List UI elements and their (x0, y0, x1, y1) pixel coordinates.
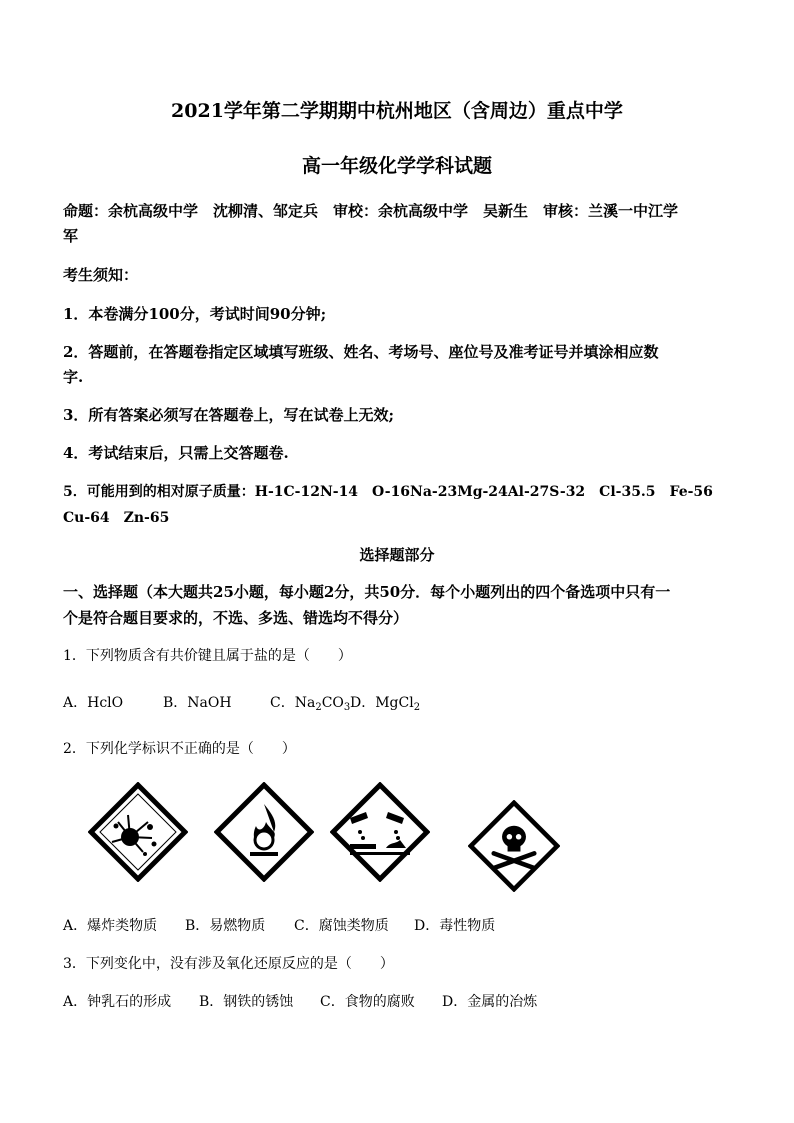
q2-option-a: A．爆炸类物质 (63, 918, 158, 934)
q3-option-a: A．钟乳石的形成 (63, 994, 172, 1010)
explosive-sign-icon (88, 782, 188, 882)
notice-item-5-cont: Cu-64 Zn-65 (63, 510, 170, 526)
notice-item-2: 2．答题前，在答题卷指定区域填写班级、姓名、考场号、座位号及准考证号并填涂相应数 (63, 343, 659, 361)
flammable-sign-icon (214, 782, 314, 882)
q2-stem: 2．下列化学标识不正确的是（ ） (63, 741, 296, 757)
authors-line-1: 命题：余杭高级中学 沈柳清、邹定兵 审校：余杭高级中学 吴新生 审核：兰溪一中江学 (63, 202, 679, 220)
q1-option-d-sub: 2 (413, 702, 421, 713)
q1-stem: 1．下列物质含有共价键且属于盐的是（ ） (63, 648, 352, 664)
corrosive-sign-icon (330, 782, 430, 882)
notice-item-1: 1．本卷满分100分，考试时间90分钟; (63, 305, 327, 323)
q1-option-c-prefix: C．Na (270, 695, 316, 711)
notice-item-4: 4．考试结束后，只需上交答题卷. (63, 444, 289, 462)
q3-option-b: B．钢铁的锈蚀 (199, 994, 294, 1010)
part-instructions-line-1: 一、选择题（本大题共25小题，每小题2分，共50分．每个小题列出的四个备选项中只有一 (63, 583, 671, 601)
q1-option-c-sub1: 2 (315, 702, 322, 713)
q3-option-c: C．食物的腐败 (320, 994, 415, 1010)
q1-option-c-mid: CO (321, 695, 344, 711)
section-title: 选择题部分 (359, 546, 435, 564)
q3-stem: 3．下列变化中，没有涉及氧化还原反应的是（ ） (63, 956, 394, 972)
q1-option-a: A．HclO (63, 695, 124, 711)
q1-option-c-sub2: 3 (343, 702, 351, 713)
notice-item-3: 3．所有答案必须写在答题卷上，写在试卷上无效; (63, 406, 394, 424)
notice-item-2-cont: 字. (63, 368, 84, 386)
notice-item-5: 5．可能用到的相对原子质量：H-1C-12N-14 O-16Na-23Mg-24Al-27S-32 Cl-35.5 Fe-56 (63, 484, 713, 500)
part-instructions-line-2: 个是符合题目要求的，不选、多选、错选均不得分） (63, 609, 409, 627)
q2-option-b: B．易燃物质 (185, 918, 266, 934)
q2-option-c: C．腐蚀类物质 (294, 918, 389, 934)
exam-subtitle: 高一年级化学学科试题 (301, 155, 492, 177)
q1-option-d (350, 692, 420, 712)
q1-option-c (270, 692, 350, 712)
q1-option-d-prefix: D．MgCl (350, 695, 414, 711)
q2-option-d: D．毒性物质 (414, 918, 496, 934)
q1-option-b: B．NaOH (163, 695, 232, 711)
toxic-skull-sign-icon (468, 800, 560, 892)
exam-title: 2021学年第二学期期中杭州地区（含周边）重点中学 (171, 100, 623, 122)
q3-option-d: D．金属的冶炼 (442, 994, 538, 1010)
authors-line-2: 军 (63, 227, 79, 245)
notice-heading: 考生须知： (63, 266, 139, 284)
